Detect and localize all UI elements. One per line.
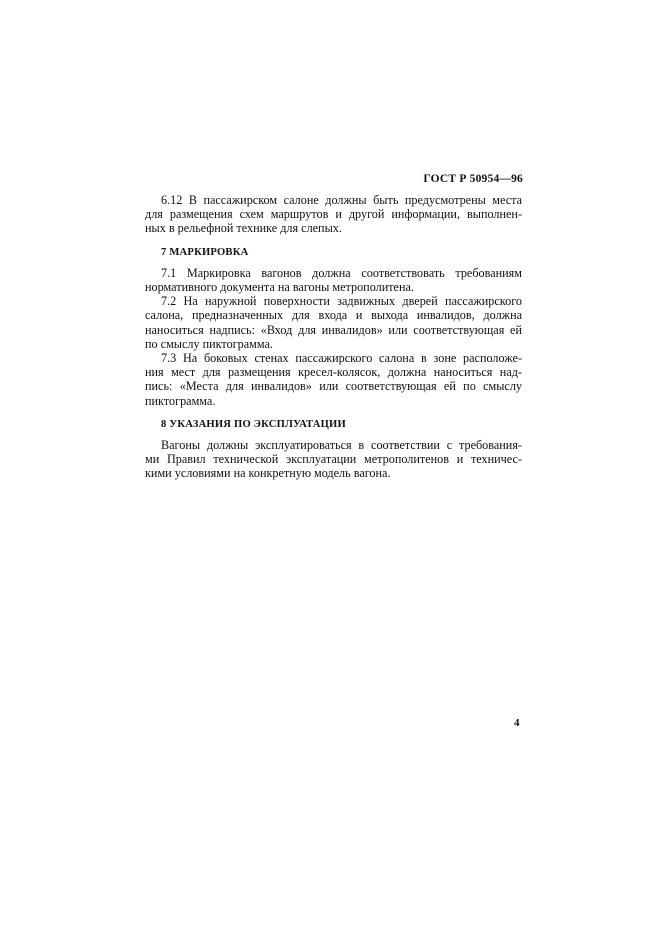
text-line: нормативного документа на вагоны метрополитена. [145,280,414,295]
text-line: ных в рельефной технике для слепых. [145,221,342,236]
page-number: 4 [514,717,520,729]
paragraph-7-3 [145,351,522,408]
text-line: по смыслу пиктограмма. [145,336,273,351]
document-body [145,193,522,481]
text-line: пись: «Места для инвалидов» или соответствующая ей по смыслу [145,379,522,394]
paragraph-7-2 [145,294,522,351]
text-line: ния мест для размещения кресел-колясок, должна наноситься над- [145,365,522,380]
text-line: 7.3 На боковых стенах пассажирского салона в зоне расположе- [161,351,522,366]
text-line: пиктограмма. [145,393,216,408]
text-line: 7.2 На наружной поверхности задвижных дверей пассажирского [161,294,522,309]
text-line: салона, предназначенных для входа и выхода инвалидов, должна [145,308,522,323]
paragraph-8 [145,438,522,481]
text-line: 7.1 Маркировка вагонов должна соответствовать требованиям [161,265,522,280]
text-line: Вагоны должны эксплуатироваться в соответствии с требования- [161,438,522,453]
text-line: для размещения схем маршрутов и другой информации, выполнен- [145,207,522,222]
paragraph-7-1 [145,266,522,294]
section-heading-8: 8 УКАЗАНИЯ ПО ЭКСПЛУАТАЦИИ [161,418,346,430]
text-line: ми Правил технической эксплуатации метрополитенов и техничес- [145,452,522,467]
section-heading-7: 7 МАРКИРОВКА [161,246,249,258]
text-line: кими условиями на конкретную модель вагона. [145,466,391,481]
document-code-header: ГОСТ Р 50954—96 [423,173,523,185]
text-line: 6.12 В пассажирском салоне должны быть предусмотрены места [161,193,522,207]
text-line: наноситься надпись: «Вход для инвалидов» или соответствующая ей [145,322,522,337]
paragraph-6-12 [145,193,522,236]
